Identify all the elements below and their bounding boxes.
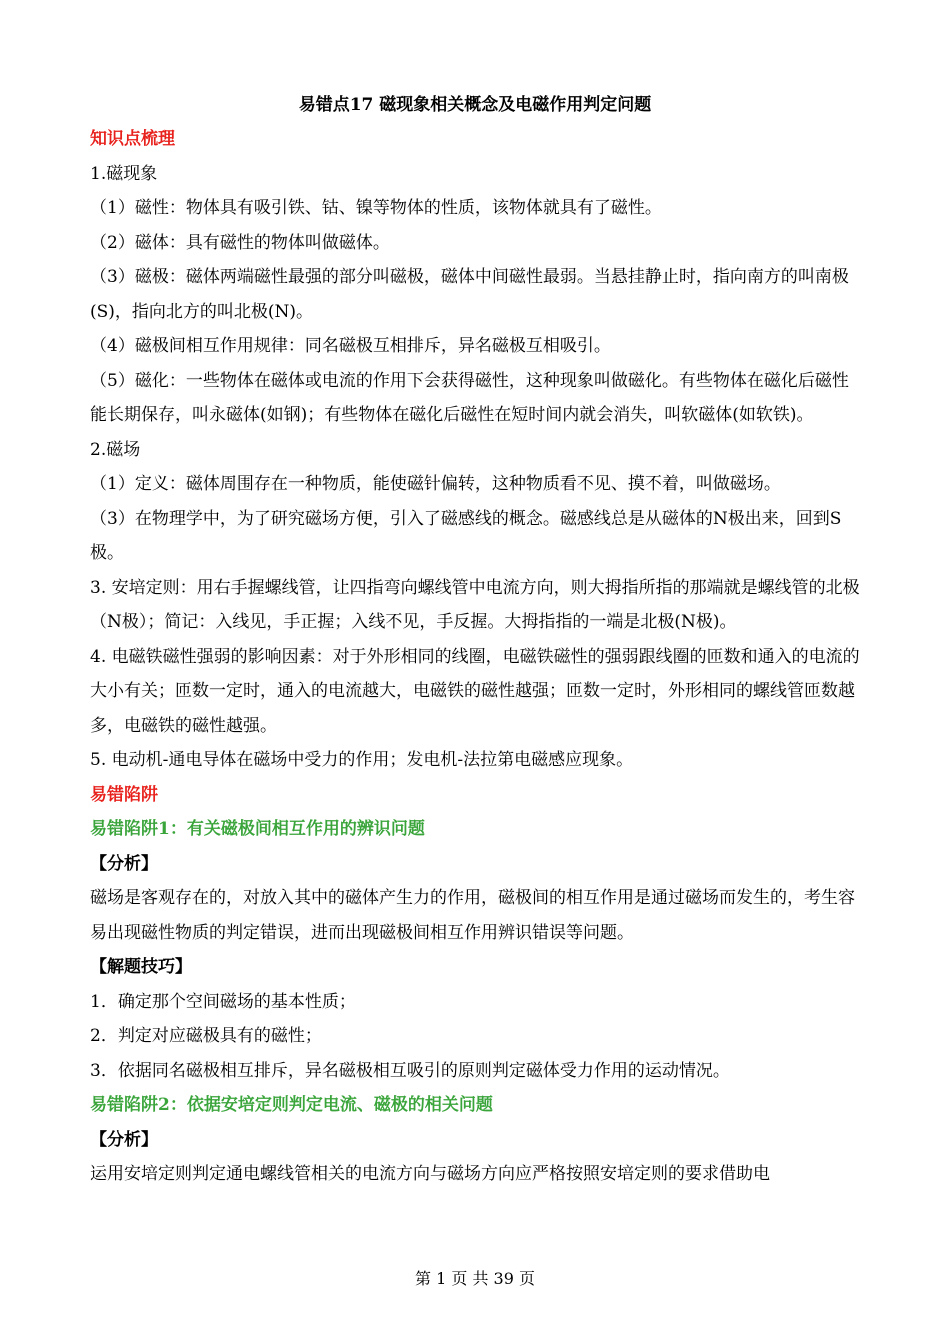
trap-1-analysis-label: 【分析】 xyxy=(90,853,158,874)
paragraph-ampere-rule: 3. 安培定则：用右手握螺线管，让四指弯向螺线管中电流方向，则大拇指所指的那端就是螺线管的北极（N极）；简记：入线见，手正握；入线不见，手反握。大拇指指的一端是北极(N极)。 xyxy=(90,577,860,632)
trap-1-analysis: 磁场是客观存在的，对放入其中的磁体产生力的作用，磁极间的相互作用是通过磁场而发生的，考生容易出现磁性物质的判定错误，进而出现磁极间相互作用辨识错误等问题。 xyxy=(90,888,855,943)
document-body xyxy=(90,122,860,1192)
trap-1-skills-label: 【解题技巧】 xyxy=(90,957,192,977)
paragraph-field-lines: （3）在物理学中，为了研究磁场方便，引入了磁感线的概念。磁感线总是从磁体的N极出来，回到S极。 xyxy=(90,508,842,563)
paragraph-magnetic-pole: （3）磁极：磁体两端磁性最强的部分叫磁极，磁体中间磁性最弱。当悬挂静止时，指向南方的叫南极(S)，指向北方的叫北极(N)。 xyxy=(90,267,849,322)
trap-2-analysis: 运用安培定则判定通电螺线管相关的电流方向与磁场方向应严格按照安培定则的要求借助电 xyxy=(90,1164,770,1184)
knowledge-heading: 知识点梳理 xyxy=(90,129,175,149)
trap-1-skill-2: 2．判定对应磁极具有的磁性； xyxy=(90,1026,322,1046)
section-2-heading: 2.磁场 xyxy=(90,439,141,460)
paragraph-field-definition: （1）定义：磁体周围存在一种物质，能使磁针偏转，这种物质看不见、摸不着，叫做磁场。 xyxy=(90,474,781,494)
trap-2-heading: 易错陷阱2：依据安培定则判定电流、磁极的相关问题 xyxy=(90,1095,493,1115)
trap-1-skill-3: 3．依据同名磁极相互排斥，异名磁极相互吸引的原则判定磁体受力作用的运动情况。 xyxy=(90,1060,730,1081)
paragraph-pole-interaction: （4）磁极间相互作用规律：同名磁极互相排斥，异名磁极互相吸引。 xyxy=(90,336,611,356)
paragraph-electromagnet: 4. 电磁铁磁性强弱的影响因素：对于外形相同的线圈，电磁铁磁性的强弱跟线圈的匝数和通入的电流的大小有关；匝数一定时，通入的电流越大，电磁铁的磁性越强；匝数一定时，外形相同的螺线管匝数越多，电磁铁的磁性越强。 xyxy=(90,646,860,736)
paragraph-magnet: （2）磁体：具有磁性的物体叫做磁体。 xyxy=(90,232,390,253)
page-title: 易错点17 磁现象相关概念及电磁作用判定问题 xyxy=(298,95,652,115)
paragraph-magnetism: （1）磁性：物体具有吸引铁、钴、镍等物体的性质，该物体就具有了磁性。 xyxy=(90,198,662,218)
page-footer: 第 1 页 共 39 页 xyxy=(415,1269,535,1288)
trap-1-skill-1: 1．确定那个空间磁场的基本性质； xyxy=(90,991,356,1012)
trap-2-analysis-label: 【分析】 xyxy=(90,1129,158,1150)
trap-heading: 易错陷阱 xyxy=(90,784,158,805)
paragraph-motor-generator: 5. 电动机-通电导体在磁场中受力的作用；发电机-法拉第电磁感应现象。 xyxy=(90,750,634,770)
paragraph-magnetization: （5）磁化：一些物体在磁体或电流的作用下会获得磁性，这种现象叫做磁化。有些物体在磁化后磁性能长期保存，叫永磁体(如钢)；有些物体在磁化后磁性在短时间内就会消失，叫软磁体(如软铁)。 xyxy=(90,370,849,425)
trap-1-heading: 易错陷阱1：有关磁极间相互作用的辨识问题 xyxy=(90,819,425,839)
section-1-heading: 1.磁现象 xyxy=(90,163,158,184)
